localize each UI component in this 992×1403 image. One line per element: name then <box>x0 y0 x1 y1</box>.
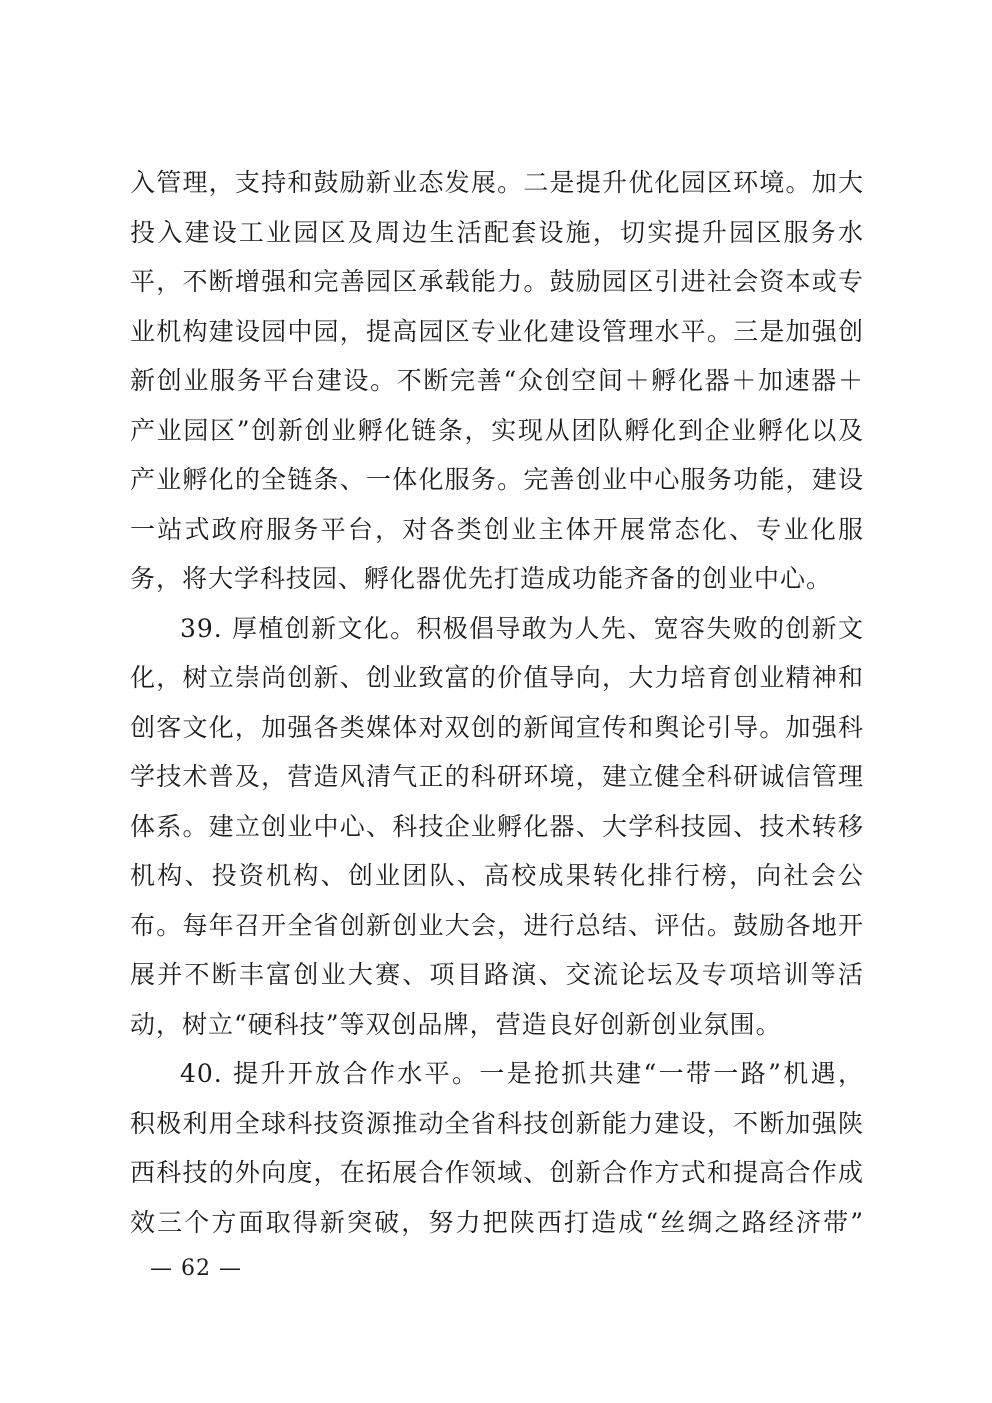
text-line: 西科技的外向度，在拓展合作领域、创新合作方式和提高合作成 <box>130 1158 864 1187</box>
text-line: 新创业服务平台建设。不断完善“众创空间＋孵化器＋加速器＋ <box>130 366 864 395</box>
text-line: 动，树立“硬科技”等双创品牌，营造良好创新创业氛围。 <box>130 1009 782 1039</box>
text-line: 业机构建设园中园，提高园区专业化建设管理水平。三是加强创 <box>130 316 864 346</box>
page-number: — 62 — <box>150 1256 242 1281</box>
text-line: 一站式政府服务平台，对各类创业主体开展常态化、专业化服 <box>130 514 864 544</box>
text-line: 效三个方面取得新突破，努力把陕西打造成“丝绸之路经济带” <box>130 1207 864 1237</box>
document-body <box>130 158 864 1247</box>
text-line: 平，不断增强和完善园区承载能力。鼓励园区引进社会资本或专 <box>130 267 864 296</box>
section-39-heading-line: 39. 厚植创新文化。积极倡导敢为人先、宽容失败的创新文 <box>180 613 864 643</box>
text-line: 机构、投资机构、创业团队、高校成果转化排行榜，向社会公 <box>130 861 864 890</box>
section-40-heading-line: 40. 提升开放合作水平。一是抢抓共建“一带一路”机遇， <box>180 1059 864 1088</box>
text-line: 积极利用全球科技资源推动全省科技创新能力建设，不断加强陕 <box>130 1108 864 1138</box>
text-line: 化，树立崇尚创新、创业致富的价值导向，大力培育创业精神和 <box>130 663 864 692</box>
text-line: 布。每年召开全省创新创业大会，进行总结、评估。鼓励各地开 <box>130 910 864 940</box>
text-line: 投入建设工业园区及周边生活配套设施，切实提升园区服务水 <box>130 217 864 247</box>
text-line: 务，将大学科技园、孵化器优先打造成功能齐备的创业中心。 <box>130 564 833 593</box>
text-line: 创客文化，加强各类媒体对双创的新闻宣传和舆论引导。加强科 <box>130 712 864 742</box>
text-line: 入管理，支持和鼓励新业态发展。二是提升优化园区环境。加大 <box>130 168 864 197</box>
text-line: 体系。建立创业中心、科技企业孵化器、大学科技园、技术转移 <box>130 811 864 841</box>
text-line: 产业园区”创新创业孵化链条，实现从团队孵化到企业孵化以及 <box>130 415 864 445</box>
text-line: 展并不断丰富创业大赛、项目路演、交流论坛及专项培训等活 <box>130 960 864 989</box>
text-line: 产业孵化的全链条、一体化服务。完善创业中心服务功能，建设 <box>130 465 864 494</box>
text-line: 学技术普及，营造风清气正的科研环境，建立健全科研诚信管理 <box>130 762 864 791</box>
